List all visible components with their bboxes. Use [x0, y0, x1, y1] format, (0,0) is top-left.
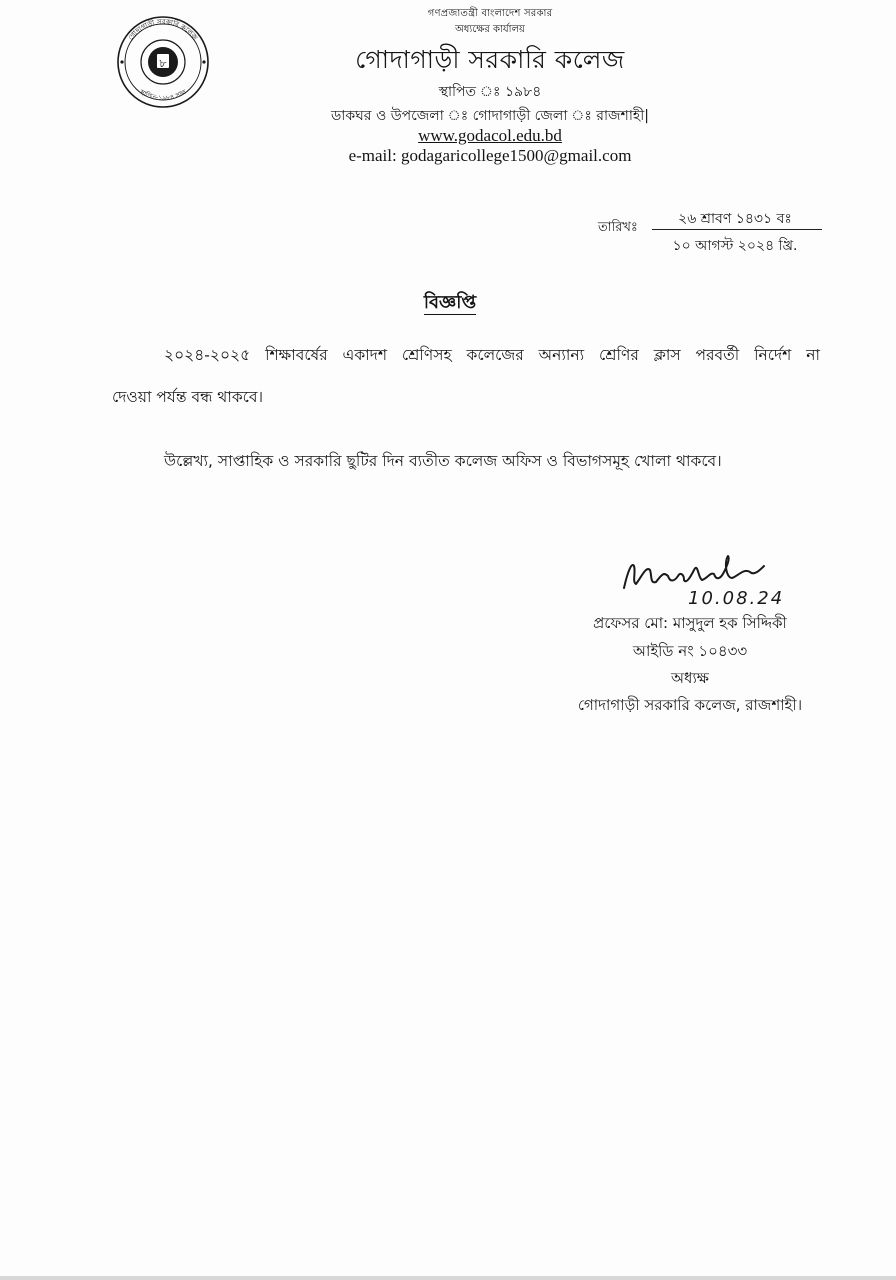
- notice-title: [380, 288, 520, 319]
- handwritten-signature-icon: [610, 548, 830, 610]
- svg-text:গোদাগাড়ী সরকারি কলেজ: [127, 18, 200, 43]
- scan-edge: [0, 1276, 896, 1280]
- email-line: e-mail: godagaricollege1500@gmail.com: [348, 146, 632, 165]
- notice-title-text: বিজ্ঞপ্তি: [423, 292, 477, 313]
- address-line: ডাকঘর ও উপজেলা ঃ গোদাগাড়ী জেলা ঃ রাজশাহী|: [331, 108, 649, 124]
- college-name: গোদাগাড়ী সরকারি কলেজ: [355, 45, 625, 74]
- date-label: তারিখঃ: [598, 220, 638, 235]
- signatory-id: আইডি নং ১০৪৩৩: [632, 642, 748, 660]
- college-seal: [108, 12, 218, 112]
- website-link[interactable]: www.godacol.edu.bd: [418, 126, 562, 145]
- seal-bottom-text: স্থাপিত-১৯৮৪ সাল: [138, 87, 188, 103]
- established-line: স্থাপিত ঃ ১৯৮৪: [438, 84, 542, 100]
- signature: [610, 548, 830, 610]
- notice-paragraph-1-line-1: ২০২৪-২০২৫ শিক্ষাবর্ষের একাদশ শ্রেণিসহ কলেজের অন্যান্য শ্রেণির ক্লাস পরবর্তী নির্দেশ না: [164, 346, 820, 364]
- signature-date: 10.08.24: [688, 588, 785, 609]
- notice-paragraph-1-line-2: দেওয়া পর্যন্ত বন্ধ থাকবে।: [112, 388, 264, 406]
- svg-text:স্থাপিত-১৯৮৪ সাল: [138, 87, 189, 102]
- signatory-name: প্রফেসর মো: মাসুদুল হক সিদ্দিকী: [593, 614, 787, 632]
- signatory-title: অধ্যক্ষ: [671, 669, 709, 687]
- date-english: ১০ আগস্ট ২০২৪ খ্রি.: [672, 238, 798, 254]
- office-line: অধ্যক্ষের কার্যালয়: [455, 24, 525, 35]
- government-line: গণপ্রজাতন্ত্রী বাংলাদেশ সরকার: [427, 8, 553, 19]
- seal-ring-text: গোদাগাড়ী সরকারি কলেজ: [126, 17, 200, 42]
- college-seal-icon: [108, 12, 218, 112]
- date-bangla: ২৬ শ্রাবণ ১৪৩১ বঃ: [678, 211, 792, 227]
- signatory-college: গোদাগাড়ী সরকারি কলেজ, রাজশাহী।: [577, 696, 803, 714]
- notice-paragraph-2: উল্লেখ্য, সাপ্তাহিক ও সরকারি ছুটির দিন ব্যতীত কলেজ অফিস ও বিভাগসমূহ খোলা থাকবে।: [164, 452, 722, 470]
- seal-center-letter: ৮: [159, 57, 167, 70]
- date-divider: [652, 229, 822, 230]
